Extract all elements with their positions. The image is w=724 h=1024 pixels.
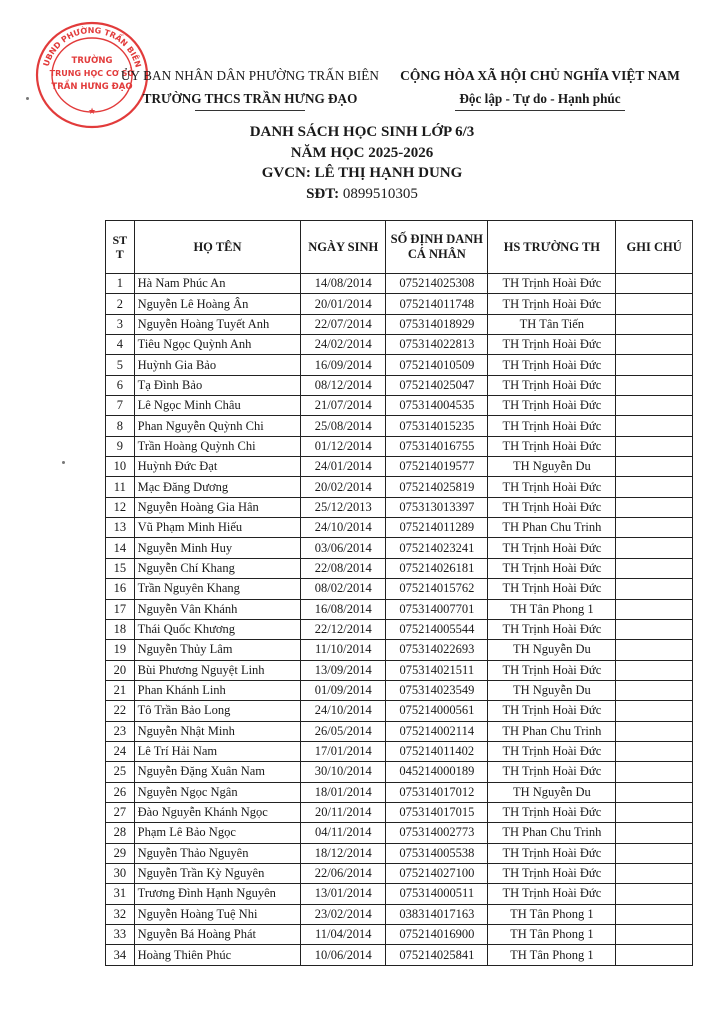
table-row [106,823,693,843]
row-stt: 32 [106,904,135,924]
document-title: DANH SÁCH HỌC SINH LỚP 6/3 [249,124,475,140]
personal-id: 075214011402 [386,741,488,761]
row-stt: 34 [106,945,135,965]
birth-date: 24/01/2014 [301,457,386,477]
student-name: Nguyễn Trần Kỳ Nguyên [134,863,301,883]
national-header [382,64,698,111]
primary-school: TH Trịnh Hoài Đức [488,579,616,599]
row-stt: 23 [106,721,135,741]
national-title: CỘNG HÒA XÃ HỘI CHỦ NGHĨA VIỆT NAM [400,68,680,83]
note [616,843,693,863]
table-row [106,599,693,619]
birth-date: 30/10/2014 [301,762,386,782]
personal-id: 075314005538 [386,843,488,863]
primary-school: TH Tân Phong 1 [488,904,616,924]
personal-id: 038314017163 [386,904,488,924]
scan-speck [62,461,65,464]
table-row [106,457,693,477]
note [616,660,693,680]
personal-id: 075314023549 [386,680,488,700]
table-row [106,619,693,639]
table-row [106,741,693,761]
note [616,294,693,314]
table-row [106,863,693,883]
birth-date: 14/08/2014 [301,274,386,294]
table-row [106,558,693,578]
motto-underline [455,110,625,111]
personal-id: 075214015762 [386,579,488,599]
student-name: Nguyễn Vân Khánh [134,599,301,619]
table-row [106,274,693,294]
svg-text:UBND PHƯỜNG TRẤN BIÊN: UBND PHƯỜNG TRẤN BIÊN [41,25,143,69]
row-stt: 25 [106,762,135,782]
national-motto: Độc lập - Tự do - Hạnh phúc [459,91,621,106]
student-name: Phạm Lê Bảo Ngọc [134,823,301,843]
birth-date: 22/08/2014 [301,558,386,578]
personal-id: 075214027100 [386,863,488,883]
note [616,721,693,741]
note [616,599,693,619]
svg-text:TRẦN HƯNG ĐẠO: TRẦN HƯNG ĐẠO [51,82,133,92]
primary-school: TH Trịnh Hoài Đức [488,558,616,578]
note [616,904,693,924]
personal-id: 075314000511 [386,884,488,904]
student-name: Vũ Phạm Minh Hiếu [134,518,301,538]
header-stt: ST T [106,221,135,274]
student-name: Huỳnh Đức Đạt [134,457,301,477]
primary-school: TH Trịnh Hoài Đức [488,660,616,680]
row-stt: 27 [106,802,135,822]
primary-school: TH Trịnh Hoài Đức [488,762,616,782]
personal-id: 075214010509 [386,355,488,375]
primary-school: TH Trịnh Hoài Đức [488,396,616,416]
personal-id: 075214025047 [386,375,488,395]
birth-date: 17/01/2014 [301,741,386,761]
personal-id: 075314022813 [386,335,488,355]
table-row [106,538,693,558]
student-name: Trương Đình Hạnh Nguyên [134,884,301,904]
row-stt: 4 [106,335,135,355]
row-stt: 8 [106,416,135,436]
table-row [106,843,693,863]
note [616,538,693,558]
note [616,518,693,538]
row-stt: 5 [106,355,135,375]
issuer-underline [195,110,305,111]
row-stt: 6 [106,375,135,395]
personal-id: 075214011748 [386,294,488,314]
student-name: Tạ Đình Bảo [134,375,301,395]
birth-date: 16/09/2014 [301,355,386,375]
primary-school: TH Nguyễn Du [488,457,616,477]
table-row [106,436,693,456]
row-stt: 29 [106,843,135,863]
personal-id: 075214025819 [386,477,488,497]
header-id: SỐ ĐỊNH DANH CÁ NHÂN [386,221,488,274]
student-name: Nguyễn Hoàng Gia Hân [134,497,301,517]
birth-date: 24/10/2014 [301,701,386,721]
table-row [106,579,693,599]
table-row [106,762,693,782]
row-stt: 30 [106,863,135,883]
birth-date: 08/12/2014 [301,375,386,395]
row-stt: 13 [106,518,135,538]
issuer-school: TRƯỜNG THCS TRẦN HƯNG ĐẠO [142,91,358,106]
student-name: Trần Hoàng Quỳnh Chi [134,436,301,456]
personal-id: 075214005544 [386,619,488,639]
student-name: Hoàng Thiên Phúc [134,945,301,965]
primary-school: TH Trịnh Hoài Đức [488,538,616,558]
primary-school: TH Tân Phong 1 [488,945,616,965]
birth-date: 20/11/2014 [301,802,386,822]
row-stt: 11 [106,477,135,497]
note [616,579,693,599]
row-stt: 18 [106,619,135,639]
primary-school: TH Tân Phong 1 [488,599,616,619]
student-name: Nguyễn Hoàng Tuệ Nhi [134,904,301,924]
birth-date: 16/08/2014 [301,599,386,619]
note [616,274,693,294]
primary-school: TH Phan Chu Trinh [488,721,616,741]
student-list-table [105,220,693,966]
note [616,477,693,497]
row-stt: 3 [106,314,135,334]
table-row [106,396,693,416]
primary-school: TH Phan Chu Trinh [488,823,616,843]
student-name: Đào Nguyễn Khánh Ngọc [134,802,301,822]
row-stt: 12 [106,497,135,517]
student-name: Nguyễn Hoàng Tuyết Anh [134,314,301,334]
svg-text:TRƯỜNG: TRƯỜNG [71,56,113,66]
note [616,558,693,578]
header-name: HỌ TÊN [134,221,301,274]
header-note: GHI CHÚ [616,221,693,274]
note [616,884,693,904]
student-name: Nguyễn Ngọc Ngân [134,782,301,802]
personal-id: 045214000189 [386,762,488,782]
student-name: Nguyễn Bá Hoàng Phát [134,925,301,945]
personal-id: 075314007701 [386,599,488,619]
birth-date: 22/06/2014 [301,863,386,883]
table-row [106,375,693,395]
personal-id: 075313013397 [386,497,488,517]
personal-id: 075314018929 [386,314,488,334]
primary-school: TH Trịnh Hoài Đức [488,701,616,721]
row-stt: 20 [106,660,135,680]
note [616,741,693,761]
primary-school: TH Trịnh Hoài Đức [488,477,616,497]
birth-date: 13/01/2014 [301,884,386,904]
primary-school: TH Trịnh Hoài Đức [488,375,616,395]
row-stt: 14 [106,538,135,558]
table-row [106,721,693,741]
student-name: Nguyễn Thủy Lâm [134,640,301,660]
homeroom-teacher: GVCN: LÊ THỊ HẠNH DUNG [261,165,463,181]
personal-id: 075214026181 [386,558,488,578]
birth-date: 25/12/2013 [301,497,386,517]
student-name: Lê Trí Hải Nam [134,741,301,761]
table-row [106,416,693,436]
note [616,782,693,802]
table-row [106,355,693,375]
primary-school: TH Trịnh Hoài Đức [488,436,616,456]
personal-id: 075314021511 [386,660,488,680]
note [616,416,693,436]
primary-school: TH Trịnh Hoài Đức [488,416,616,436]
primary-school: TH Trịnh Hoài Đức [488,802,616,822]
row-stt: 15 [106,558,135,578]
table-row [106,945,693,965]
student-name: Tô Trần Bảo Long [134,701,301,721]
primary-school: TH Tân Tiến [488,314,616,334]
personal-id: 075214000561 [386,701,488,721]
note [616,701,693,721]
student-name: Nguyễn Đặng Xuân Nam [134,762,301,782]
birth-date: 03/06/2014 [301,538,386,558]
table-row [106,925,693,945]
table-row [106,640,693,660]
note [616,925,693,945]
personal-id: 075214025841 [386,945,488,965]
header-school: HS TRƯỜNG TH [488,221,616,274]
birth-date: 22/12/2014 [301,619,386,639]
personal-id: 075314017012 [386,782,488,802]
note [616,802,693,822]
note [616,396,693,416]
row-stt: 24 [106,741,135,761]
row-stt: 26 [106,782,135,802]
birth-date: 21/07/2014 [301,396,386,416]
birth-date: 23/02/2014 [301,904,386,924]
note [616,680,693,700]
school-year: NĂM HỌC 2025-2026 [290,144,434,161]
birth-date: 13/09/2014 [301,660,386,680]
primary-school: TH Nguyễn Du [488,680,616,700]
table-row [106,802,693,822]
birth-date: 08/02/2014 [301,579,386,599]
note [616,436,693,456]
birth-date: 26/05/2014 [301,721,386,741]
table-row [106,477,693,497]
table-row [106,294,693,314]
table-row [106,680,693,700]
row-stt: 2 [106,294,135,314]
primary-school: TH Trịnh Hoài Đức [488,274,616,294]
note [616,823,693,843]
birth-date: 01/09/2014 [301,680,386,700]
primary-school: TH Trịnh Hoài Đức [488,335,616,355]
scan-speck [26,97,29,100]
primary-school: TH Nguyễn Du [488,782,616,802]
student-name: Tiêu Ngọc Quỳnh Anh [134,335,301,355]
row-stt: 1 [106,274,135,294]
primary-school: TH Trịnh Hoài Đức [488,843,616,863]
birth-date: 11/04/2014 [301,925,386,945]
birth-date: 04/11/2014 [301,823,386,843]
table-row [106,314,693,334]
issuer-authority: ỦY BAN NHÂN DÂN PHƯỜNG TRẤN BIÊN [120,68,380,83]
table-header-row [106,221,693,274]
svg-text:★: ★ [87,107,97,117]
primary-school: TH Phan Chu Trinh [488,518,616,538]
document-titles [0,122,724,204]
birth-date: 18/12/2014 [301,843,386,863]
note [616,945,693,965]
student-name: Nguyễn Thảo Nguyên [134,843,301,863]
birth-date: 22/07/2014 [301,314,386,334]
primary-school: TH Trịnh Hoài Đức [488,355,616,375]
student-name: Nguyễn Lê Hoàng Ân [134,294,301,314]
student-name: Trần Nguyên Khang [134,579,301,599]
primary-school: TH Trịnh Hoài Đức [488,884,616,904]
student-name: Mạc Đăng Dương [134,477,301,497]
primary-school: TH Trịnh Hoài Đức [488,741,616,761]
primary-school: TH Trịnh Hoài Đức [488,619,616,639]
student-name: Hà Nam Phúc An [134,274,301,294]
note [616,355,693,375]
primary-school: TH Tân Phong 1 [488,925,616,945]
row-stt: 10 [106,457,135,477]
primary-school: TH Trịnh Hoài Đức [488,497,616,517]
student-name: Nguyễn Minh Huy [134,538,301,558]
note [616,314,693,334]
row-stt: 33 [106,925,135,945]
row-stt: 21 [106,680,135,700]
personal-id: 075214011289 [386,518,488,538]
personal-id: 075314015235 [386,416,488,436]
row-stt: 17 [106,599,135,619]
table-row [106,782,693,802]
personal-id: 075214002114 [386,721,488,741]
student-name: Lê Ngọc Minh Châu [134,396,301,416]
birth-date: 01/12/2014 [301,436,386,456]
note [616,762,693,782]
row-stt: 28 [106,823,135,843]
personal-id: 075214025308 [386,274,488,294]
note [616,457,693,477]
row-stt: 16 [106,579,135,599]
birth-date: 10/06/2014 [301,945,386,965]
header-dob: NGÀY SINH [301,221,386,274]
personal-id: 075314004535 [386,396,488,416]
personal-id: 075214019577 [386,457,488,477]
table-row [106,701,693,721]
student-name: Thái Quốc Khương [134,619,301,639]
phone-value: 0899510305 [342,185,418,202]
primary-school: TH Nguyễn Du [488,640,616,660]
table-row [106,660,693,680]
student-name: Bùi Phương Nguyệt Linh [134,660,301,680]
student-name: Phan Khánh Linh [134,680,301,700]
personal-id: 075214016900 [386,925,488,945]
student-name: Phan Nguyễn Quỳnh Chi [134,416,301,436]
personal-id: 075314016755 [386,436,488,456]
note [616,863,693,883]
note [616,375,693,395]
table-row [106,497,693,517]
phone-label: SĐT: [306,185,340,202]
birth-date: 20/01/2014 [301,294,386,314]
teacher-phone [0,184,724,205]
student-name: Nguyễn Nhật Minh [134,721,301,741]
note [616,335,693,355]
note [616,619,693,639]
svg-text:TRUNG HỌC CƠ SỞ: TRUNG HỌC CƠ SỞ [49,69,135,78]
birth-date: 24/10/2014 [301,518,386,538]
table-row [106,884,693,904]
personal-id: 075314022693 [386,640,488,660]
note [616,497,693,517]
personal-id: 075314002773 [386,823,488,843]
row-stt: 7 [106,396,135,416]
note [616,640,693,660]
personal-id: 075214023241 [386,538,488,558]
student-name: Nguyễn Chí Khang [134,558,301,578]
birth-date: 20/02/2014 [301,477,386,497]
table-row [106,335,693,355]
row-stt: 19 [106,640,135,660]
row-stt: 22 [106,701,135,721]
row-stt: 9 [106,436,135,456]
personal-id: 075314017015 [386,802,488,822]
primary-school: TH Trịnh Hoài Đức [488,863,616,883]
row-stt: 31 [106,884,135,904]
birth-date: 24/02/2014 [301,335,386,355]
student-name: Huỳnh Gia Bảo [134,355,301,375]
issuer-header [120,64,380,111]
birth-date: 18/01/2014 [301,782,386,802]
table-row [106,518,693,538]
birth-date: 11/10/2014 [301,640,386,660]
primary-school: TH Trịnh Hoài Đức [488,294,616,314]
birth-date: 25/08/2014 [301,416,386,436]
table-row [106,904,693,924]
